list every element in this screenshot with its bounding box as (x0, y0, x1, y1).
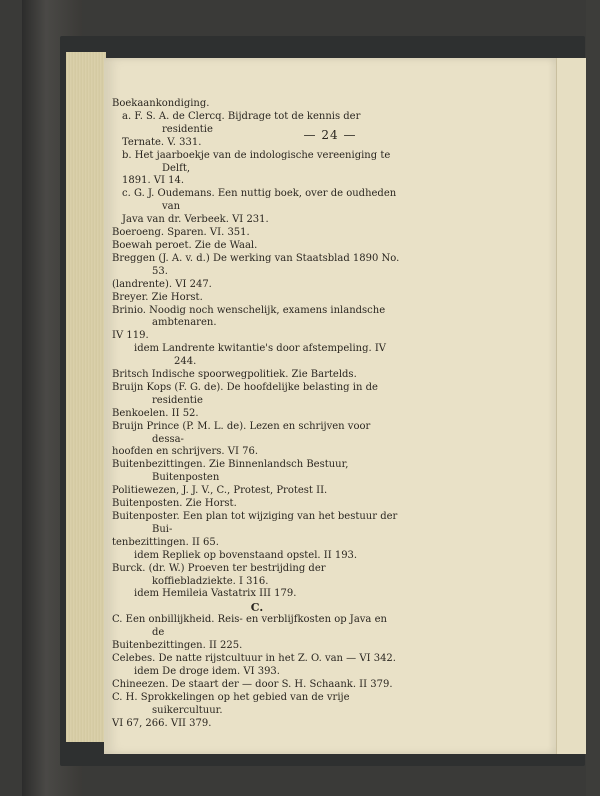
entry-continuation: hoofden en schrijvers. VI 76. (112, 446, 259, 458)
index-entry (112, 459, 402, 498)
entry-line: a. F. S. A. de Clercq. Bijdrage tot de kennis der residentie (122, 110, 361, 135)
entry-line: Buitenposter. Een plan tot wijziging van het bestuur der Bui- (112, 511, 398, 535)
index-entry (112, 292, 402, 305)
index-entry (112, 305, 402, 344)
page-edges (66, 52, 106, 742)
entry-continuation: IV 119. (112, 330, 149, 342)
entry-line: Burck. (dr. W.) Proeven ter bestrijding der koffiebladziekte. I 316. (112, 562, 326, 587)
entry-line: idem De droge idem. VI 393. (134, 665, 280, 677)
entry-line: Chineezen. De staart der — door S. H. Schaank. II 379. (112, 678, 393, 690)
index-entry (112, 588, 402, 601)
section-heading-c: C. (250, 601, 264, 615)
book-spine-right (586, 0, 600, 796)
entry-line: Boewah peroet. Zie de Waal. (112, 239, 258, 251)
index-entry (117, 150, 402, 189)
entry-line: b. Het jaarboekje van de indologische vereeniging te Delft, (122, 149, 391, 174)
index-entry (112, 343, 402, 369)
index-entry (112, 511, 402, 550)
index-entry (112, 653, 402, 666)
entry-line: idem Repliek op bovenstaand opstel. II 193. (134, 549, 358, 561)
entry-line: Bruijn Prince (P. M. L. de). Lezen en schrijven voor dessa- (112, 420, 371, 445)
entry-continuation: Politiewezen, J. J. V., C., Protest, Protest II. (112, 485, 328, 497)
entry-continuation: Buitenbezittingen. II 225. (112, 640, 243, 652)
index-entry (112, 382, 402, 421)
entry-line: Buitenbezittingen. Zie Binnenlandsch Bestuur, Buitenposten (112, 459, 349, 484)
index-entry (112, 98, 402, 111)
entry-line: Buitenposten. Zie Horst. (112, 498, 237, 510)
entry-continuation: Java van dr. Verbeek. VI 231. (122, 214, 269, 226)
entry-line: Bruijn Kops (F. G. de). De hoofdelijke belasting in de residentie (112, 381, 378, 406)
entry-line: c. G. J. Oudemans. Een nuttig boek, over de oudheden van (122, 188, 397, 213)
index-entry (112, 563, 402, 589)
entry-line: Breyer. Zie Horst. (112, 291, 203, 303)
entry-continuation: VI 67, 266. VII 379. (112, 717, 212, 729)
page-number: — 24 — (303, 128, 357, 142)
index-entries (112, 98, 402, 731)
index-entry (112, 498, 402, 511)
index-entry (112, 550, 402, 563)
index-entry (117, 188, 402, 227)
index-entry (112, 421, 402, 460)
index-entry (117, 111, 402, 150)
entry-line: Breggen (J. A. v. d.) De werking van Staatsblad 1890 No. 53. (112, 252, 400, 277)
entry-continuation: 1891. VI 14. (122, 175, 185, 187)
index-entry (112, 692, 402, 731)
facing-page-edge (556, 58, 587, 754)
index-entry (112, 679, 402, 692)
index-entry (112, 666, 402, 679)
entry-continuation: tenbezittingen. II 65. (112, 536, 219, 548)
index-entry (112, 240, 402, 253)
entry-line: Boeroeng. Sparen. VI. 351. (112, 227, 250, 239)
index-entry (112, 253, 402, 292)
entry-line: C. H. Sprokkelingen op het gebied van de vrije suikercultuur. (112, 691, 350, 716)
index-entry (112, 227, 402, 240)
index-entry (112, 614, 402, 653)
entry-continuation: Ternate. V. 331. (122, 136, 202, 148)
entry-line: Britsch Indische spoorwegpolitiek. Zie Bartelds. (112, 369, 357, 381)
entry-line: Celebes. De natte rijstcultuur in het Z. O. van — VI 342. (112, 653, 396, 665)
entry-continuation: Benkoelen. II 52. (112, 407, 199, 419)
entry-line: idem Hemileia Vastatrix III 179. (134, 588, 297, 600)
entry-line: Boekaankondiging. (112, 98, 210, 109)
entry-continuation: (landrente). VI 247. (112, 278, 212, 290)
index-entry (112, 369, 402, 382)
entry-line: idem Landrente kwitantie's door afstempeling. IV 244. (134, 343, 387, 368)
entry-line: C. Een onbillijkheid. Reis- en verblijfkosten op Java en de (112, 614, 387, 639)
entry-line: Brinio. Noodig noch wenschelijk, examens inlandsche ambtenaren. (112, 304, 386, 329)
